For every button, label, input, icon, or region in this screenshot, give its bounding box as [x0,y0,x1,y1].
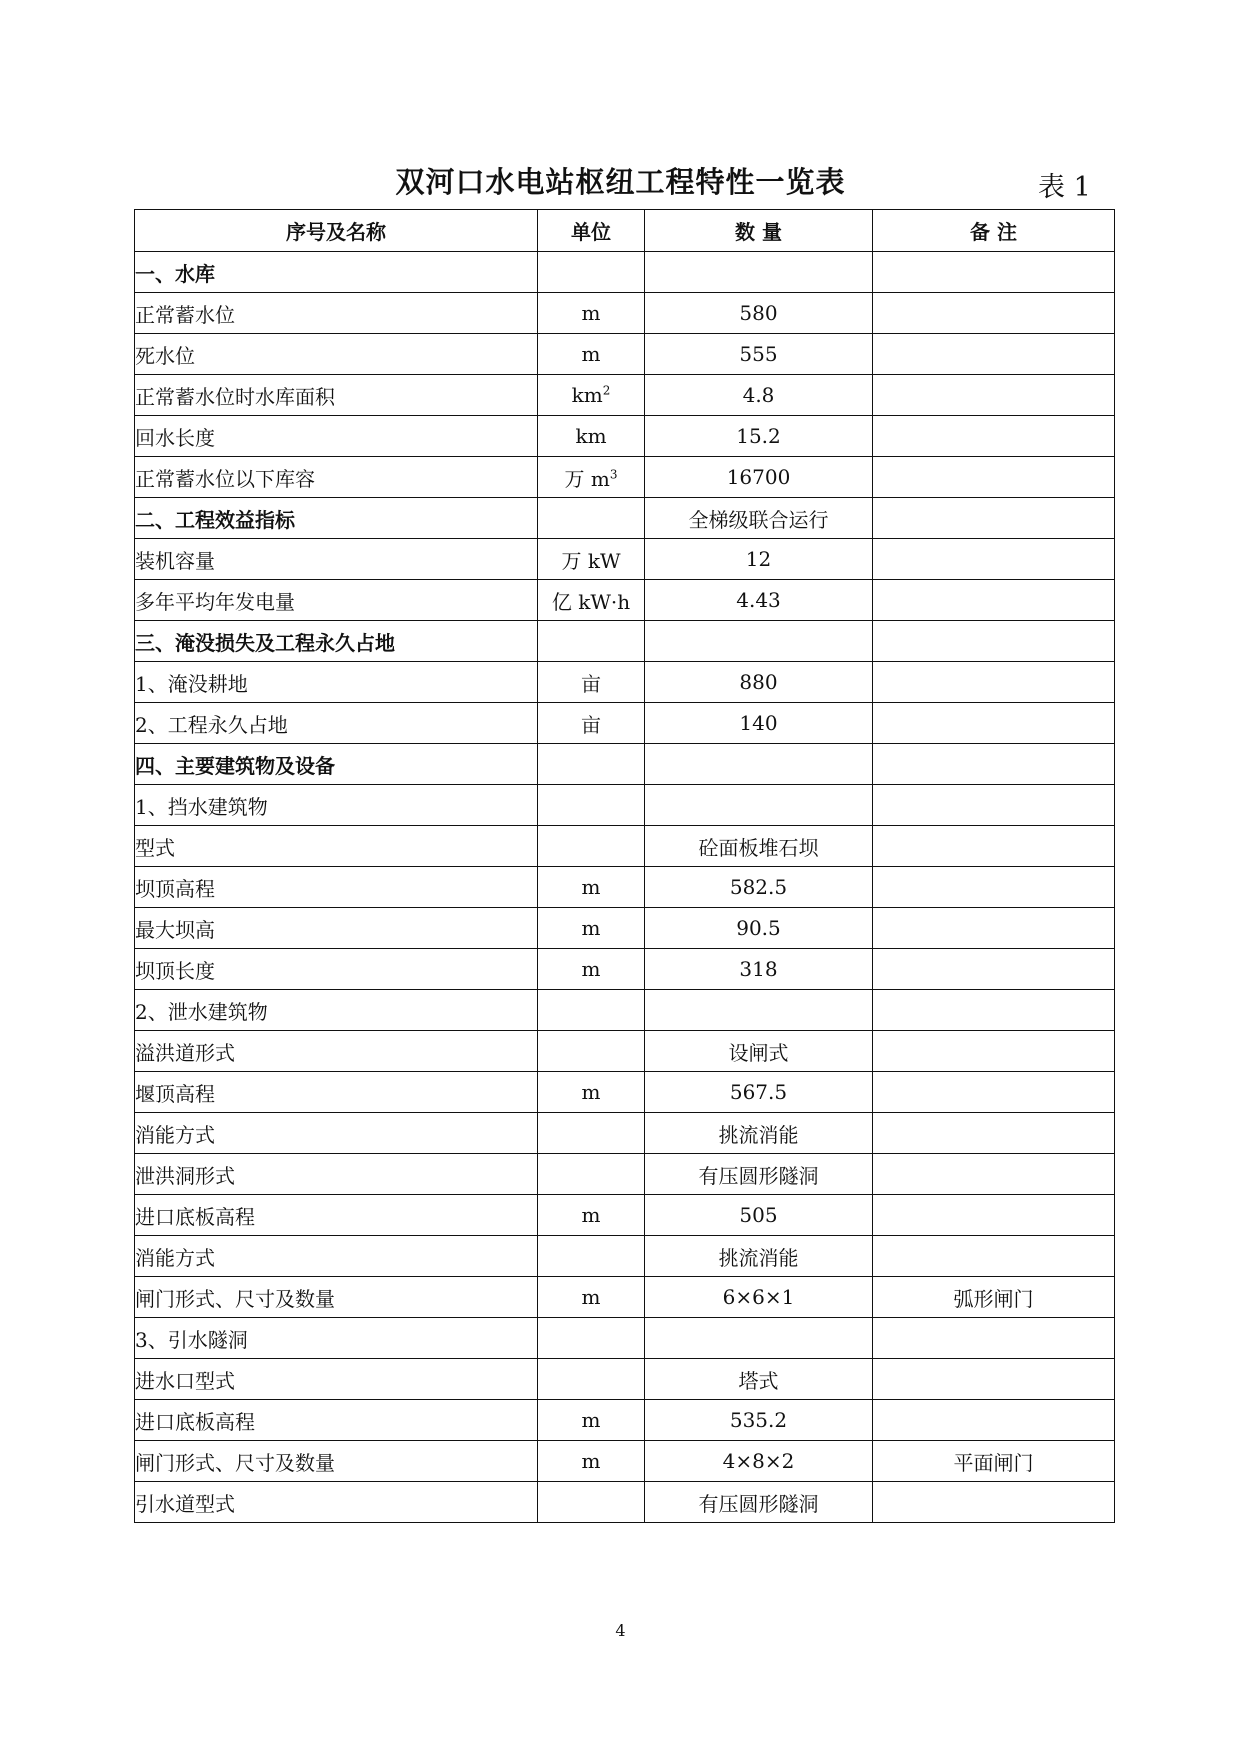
row-note [873,457,1115,498]
row-name: 一、水库 [135,252,538,293]
table-row [135,785,1115,826]
table-row [135,1072,1115,1113]
row-note [873,949,1115,990]
row-name: 坝顶长度 [135,949,538,990]
row-quantity: 塔式 [645,1359,873,1400]
header-quantity: 数 量 [645,210,873,252]
table-row [135,826,1115,867]
row-unit-text: m [581,342,601,366]
row-quantity [645,744,873,785]
row-note [873,1072,1115,1113]
row-unit [538,949,645,990]
row-name: 型式 [135,826,538,867]
table-number: 表 1 [1038,172,1091,203]
row-note [873,498,1115,539]
row-quantity: 4×8×2 [645,1441,873,1482]
row-quantity: 有压圆形隧洞 [645,1154,873,1195]
row-name: 装机容量 [135,539,538,580]
header-note: 备 注 [873,210,1115,252]
row-note [873,908,1115,949]
row-unit-text: m [581,916,601,940]
table-body [135,252,1115,1523]
row-unit [538,908,645,949]
row-name: 回水长度 [135,416,538,457]
row-unit [538,785,645,826]
row-quantity [645,1318,873,1359]
row-name: 最大坝高 [135,908,538,949]
table-row [135,498,1115,539]
row-quantity: 15.2 [645,416,873,457]
row-name: 堰顶高程 [135,1072,538,1113]
table-row [135,1236,1115,1277]
row-name: 消能方式 [135,1236,538,1277]
row-unit [538,703,645,744]
row-unit [538,1195,645,1236]
row-name: 正常蓄水位 [135,293,538,334]
table-row [135,580,1115,621]
row-name: 消能方式 [135,1113,538,1154]
row-quantity: 有压圆形隧洞 [645,1482,873,1523]
row-unit [538,375,645,416]
row-quantity: 4.8 [645,375,873,416]
row-unit [538,1441,645,1482]
row-note [873,662,1115,703]
table-row [135,457,1115,498]
table-row [135,1113,1115,1154]
row-name: 2、工程永久占地 [135,703,538,744]
row-quantity: 567.5 [645,1072,873,1113]
row-note [873,375,1115,416]
row-note [873,1236,1115,1277]
row-name: 正常蓄水位时水库面积 [135,375,538,416]
table-row [135,1277,1115,1318]
table-row [135,1400,1115,1441]
row-unit-superscript: 2 [602,383,611,398]
page-number: 4 [615,1621,626,1640]
row-unit [538,744,645,785]
table-row [135,1031,1115,1072]
table-row [135,1482,1115,1523]
row-quantity: 535.2 [645,1400,873,1441]
row-unit [538,990,645,1031]
row-name: 2、泄水建筑物 [135,990,538,1031]
row-quantity: 90.5 [645,908,873,949]
row-unit-text: m [581,875,601,899]
header-unit: 单位 [538,210,645,252]
row-unit-text: 亿 kW·h [551,589,631,614]
row-unit [538,1400,645,1441]
table-header-row [135,210,1115,252]
header-name: 序号及名称 [135,210,538,252]
table-row [135,908,1115,949]
row-unit-text: m [581,1285,601,1309]
table-row [135,334,1115,375]
row-name: 闸门形式、尺寸及数量 [135,1277,538,1318]
table-row [135,539,1115,580]
row-unit-superscript: 3 [609,466,618,481]
row-note [873,1154,1115,1195]
row-unit [538,1482,645,1523]
row-unit [538,1236,645,1277]
row-unit-text: m [581,1203,601,1227]
row-unit [538,1072,645,1113]
row-unit-text: 万 m [564,466,610,491]
table-row [135,252,1115,293]
table-row [135,867,1115,908]
row-unit-text: 万 kW [561,548,621,573]
row-quantity: 12 [645,539,873,580]
row-note [873,416,1115,457]
row-note [873,580,1115,621]
row-unit [538,826,645,867]
row-quantity [645,621,873,662]
row-quantity: 16700 [645,457,873,498]
row-name: 二、工程效益指标 [135,498,538,539]
row-unit [538,621,645,662]
row-quantity: 580 [645,293,873,334]
row-unit [538,662,645,703]
row-name: 1、挡水建筑物 [135,785,538,826]
row-quantity: 318 [645,949,873,990]
row-name: 1、淹没耕地 [135,662,538,703]
row-note [873,539,1115,580]
row-note [873,867,1115,908]
row-name: 引水道型式 [135,1482,538,1523]
row-unit [538,539,645,580]
row-unit [538,252,645,293]
table-row [135,703,1115,744]
row-unit [538,1277,645,1318]
row-name: 3、引水隧洞 [135,1318,538,1359]
row-note [873,826,1115,867]
row-quantity [645,252,873,293]
row-note [873,621,1115,662]
row-note [873,1318,1115,1359]
row-quantity: 6×6×1 [645,1277,873,1318]
table-row [135,1318,1115,1359]
table-row [135,621,1115,662]
row-quantity: 140 [645,703,873,744]
row-unit-text: m [581,1408,601,1432]
table-row [135,416,1115,457]
row-unit-text: m [581,1449,601,1473]
table-row [135,1359,1115,1400]
row-quantity: 砼面板堆石坝 [645,826,873,867]
row-note [873,1400,1115,1441]
row-name: 闸门形式、尺寸及数量 [135,1441,538,1482]
table-row [135,1195,1115,1236]
row-note [873,1113,1115,1154]
row-quantity: 设闸式 [645,1031,873,1072]
row-quantity: 4.43 [645,580,873,621]
row-unit-text: km [571,383,603,407]
row-unit [538,580,645,621]
table-row [135,744,1115,785]
row-unit-text: m [581,301,601,325]
row-note [873,293,1115,334]
row-name: 进口底板高程 [135,1400,538,1441]
row-unit-text: 亩 [581,712,601,737]
row-unit [538,1031,645,1072]
row-name: 溢洪道形式 [135,1031,538,1072]
row-quantity: 挑流消能 [645,1113,873,1154]
row-quantity [645,990,873,1031]
row-unit [538,457,645,498]
row-name: 进口底板高程 [135,1195,538,1236]
row-note [873,990,1115,1031]
page-title: 双河口水电站枢纽工程特性一览表 [395,165,846,199]
row-note [873,334,1115,375]
row-quantity: 挑流消能 [645,1236,873,1277]
row-quantity [645,785,873,826]
row-name: 死水位 [135,334,538,375]
row-quantity: 全梯级联合运行 [645,498,873,539]
row-unit [538,293,645,334]
row-note [873,1359,1115,1400]
table-row [135,1441,1115,1482]
row-unit [538,1359,645,1400]
row-note [873,785,1115,826]
row-quantity: 880 [645,662,873,703]
row-unit-text: 亩 [581,671,601,696]
table-row [135,990,1115,1031]
row-unit-text: m [581,1080,601,1104]
row-name: 坝顶高程 [135,867,538,908]
row-name: 正常蓄水位以下库容 [135,457,538,498]
table-row [135,293,1115,334]
row-note [873,1482,1115,1523]
row-quantity: 505 [645,1195,873,1236]
row-unit [538,1113,645,1154]
row-unit [538,1154,645,1195]
row-unit [538,867,645,908]
table-row [135,662,1115,703]
table-row [135,375,1115,416]
row-name: 泄洪洞形式 [135,1154,538,1195]
row-quantity: 582.5 [645,867,873,908]
row-name: 多年平均年发电量 [135,580,538,621]
row-unit [538,334,645,375]
row-name: 进水口型式 [135,1359,538,1400]
row-unit-text: km [575,424,607,448]
table-row [135,949,1115,990]
row-unit [538,498,645,539]
row-name: 四、主要建筑物及设备 [135,744,538,785]
row-unit [538,416,645,457]
row-note [873,744,1115,785]
row-unit-text: m [581,957,601,981]
characteristics-table [134,209,1115,1523]
row-note [873,252,1115,293]
row-note [873,703,1115,744]
row-note [873,1031,1115,1072]
row-quantity: 555 [645,334,873,375]
row-note [873,1195,1115,1236]
row-unit [538,1318,645,1359]
row-note: 弧形闸门 [873,1277,1115,1318]
row-name: 三、淹没损失及工程永久占地 [135,621,538,662]
table-row [135,1154,1115,1195]
row-note: 平面闸门 [873,1441,1115,1482]
